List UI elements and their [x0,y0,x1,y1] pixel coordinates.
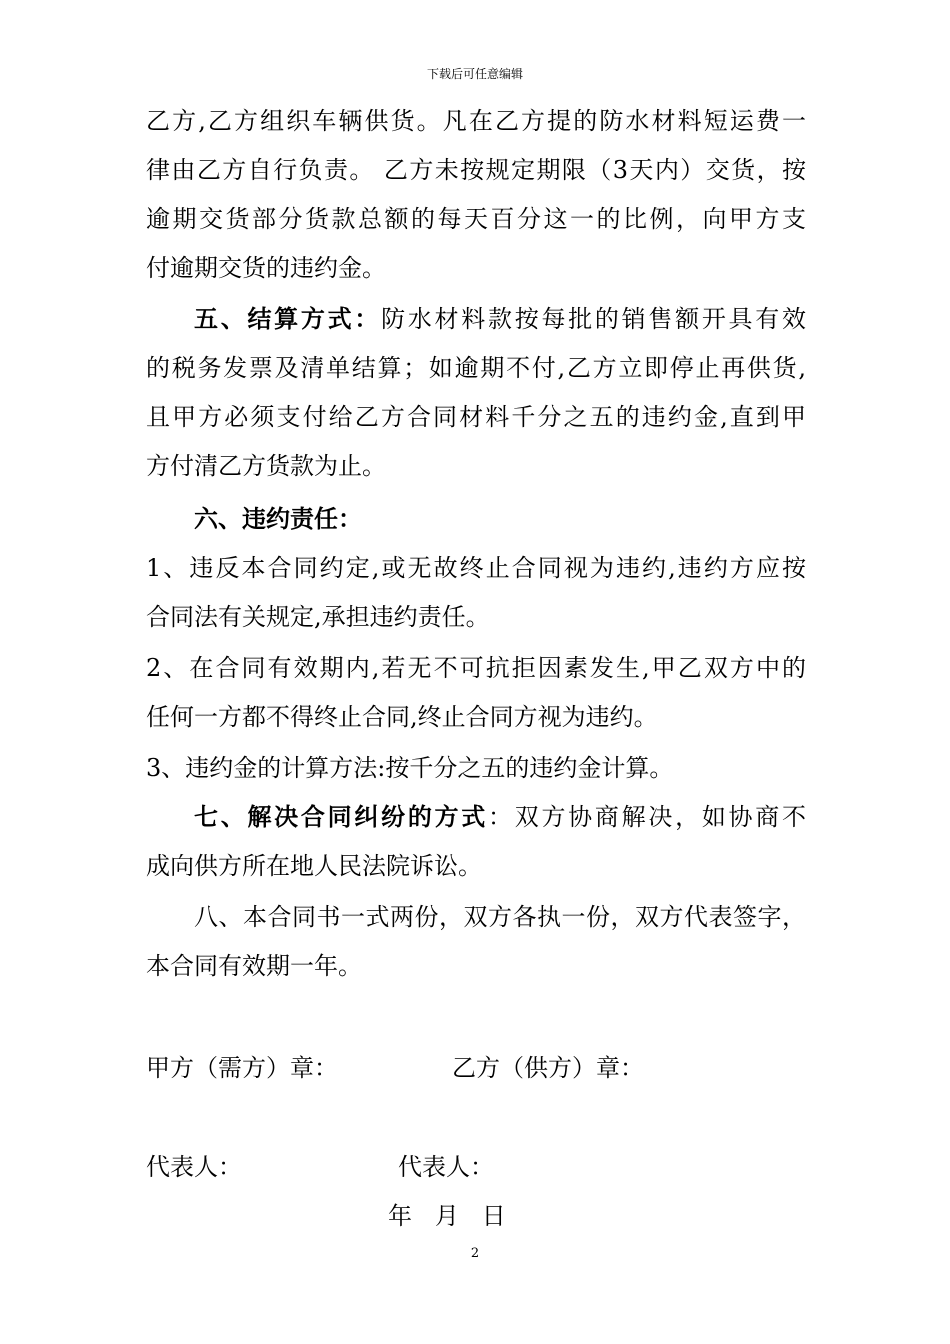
section5-line-2: 的税务发票及清单结算；如逾期不付,乙方立即停止再供货, [146,354,806,382]
section8-line-1: 八、本合同书一式两份，双方各执一份，双方代表签字， [194,903,806,931]
section6-item1-line-1: 1、违反本合同约定,或无故终止合同视为违约,违约方应按 [146,554,806,582]
party-a-representative-label: 代表人： [146,1153,242,1181]
section5-line-1 [194,302,806,336]
section6-heading-text: 六、违约责任： [194,504,362,533]
page-header: 下载后可任意编辑 [426,67,523,81]
section5-text: 防水材料款按每批的销售额开具有效 [381,305,807,333]
date-line: 年 月 日 [388,1202,506,1230]
party-a-seal-label: 甲方（需方）章： [146,1054,338,1082]
section6-item2-line-1: 2、在合同有效期内,若无不可抗拒因素发生,甲乙双方中的 [146,654,806,682]
para4-line-2: 律由乙方自行负责。 乙方未按规定期限（3天内）交货，按 [146,156,806,184]
section8-line-2: 本合同有效期一年。 [146,952,362,980]
section6-heading [194,502,806,536]
section7-line-1 [194,800,806,834]
section7-line-2: 成向供方所在地人民法院诉讼。 [146,852,482,880]
page-number: 2 [470,1246,480,1261]
party-b-representative-label: 代表人： [398,1153,494,1181]
section7-text: ：双方协商解决，如协商不 [488,803,806,831]
section5-heading: 五、结算方式： [194,304,382,333]
para4-line-3: 逾期交货部分货款总额的每天百分这一的比例，向甲方支 [146,205,806,233]
section6-item1-line-2: 合同法有关规定,承担违约责任。 [146,603,490,631]
section5-line-3: 且甲方必须支付给乙方合同材料千分之五的违约金,直到甲 [146,403,806,431]
party-b-seal-label: 乙方（供方）章： [452,1054,644,1082]
section7-heading: 七、解决合同纠纷的方式 [194,802,488,831]
section5-line-4: 方付清乙方货款为止。 [146,452,386,480]
para4-line-1: 乙方,乙方组织车辆供货。凡在乙方提的防水材料短运费一 [146,107,806,135]
section6-item2-line-2: 任何一方都不得终止合同,终止合同方视为违约。 [146,703,658,731]
para4-line-4: 付逾期交货的违约金。 [146,254,386,282]
section6-item3: 3、违约金的计算方法:按千分之五的违约金计算。 [146,754,674,782]
